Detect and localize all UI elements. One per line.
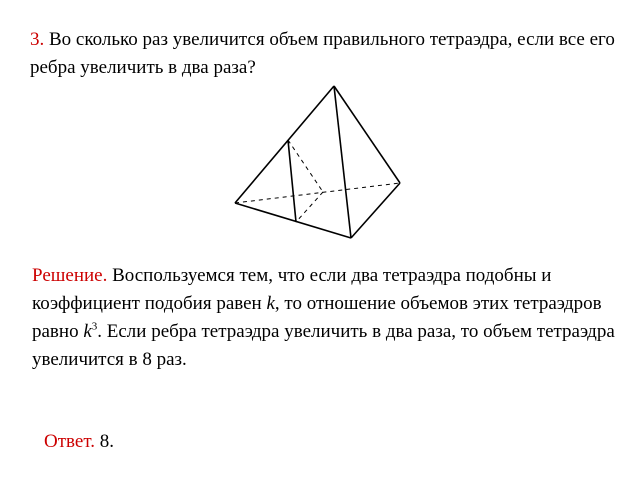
edge-left-front: [235, 203, 351, 238]
solution-block: [32, 262, 632, 374]
section-line-upper: [288, 140, 323, 192]
problem-statement: [30, 26, 630, 82]
answer-block: [44, 428, 114, 456]
edge-apex-left: [235, 86, 334, 203]
answer-value: 8.: [94, 431, 114, 452]
variable-k: k: [266, 293, 275, 314]
section-line-vertical: [288, 140, 296, 222]
section-line-lower: [296, 192, 323, 222]
edge-apex-front: [334, 86, 351, 238]
tetrahedron-figure: [228, 80, 404, 244]
problem-text: Во сколько раз увеличится объем правильного тетраэдра, если все его ребра увеличить в два раза?: [30, 29, 615, 78]
solution-text-1: Воспользуемся тем, что если два тетраэдра подобны и коэффициент подобия равен: [32, 265, 552, 314]
hidden-edge-left-right: [235, 183, 400, 203]
edge-front-right: [351, 183, 400, 238]
exponent: 3: [91, 320, 98, 333]
solution-label: Решение.: [32, 265, 108, 286]
problem-number: 3.: [30, 29, 45, 50]
answer-label: Ответ.: [44, 431, 95, 452]
solution-text-2: , то отношение объемов этих тетраэдров равно: [32, 293, 602, 342]
solution-text-3: . Если ребра тетраэдра увеличить в два раза, то объем тетраэдра увеличится в 8 раз.: [32, 321, 615, 370]
variable-k-power: k: [83, 321, 92, 342]
